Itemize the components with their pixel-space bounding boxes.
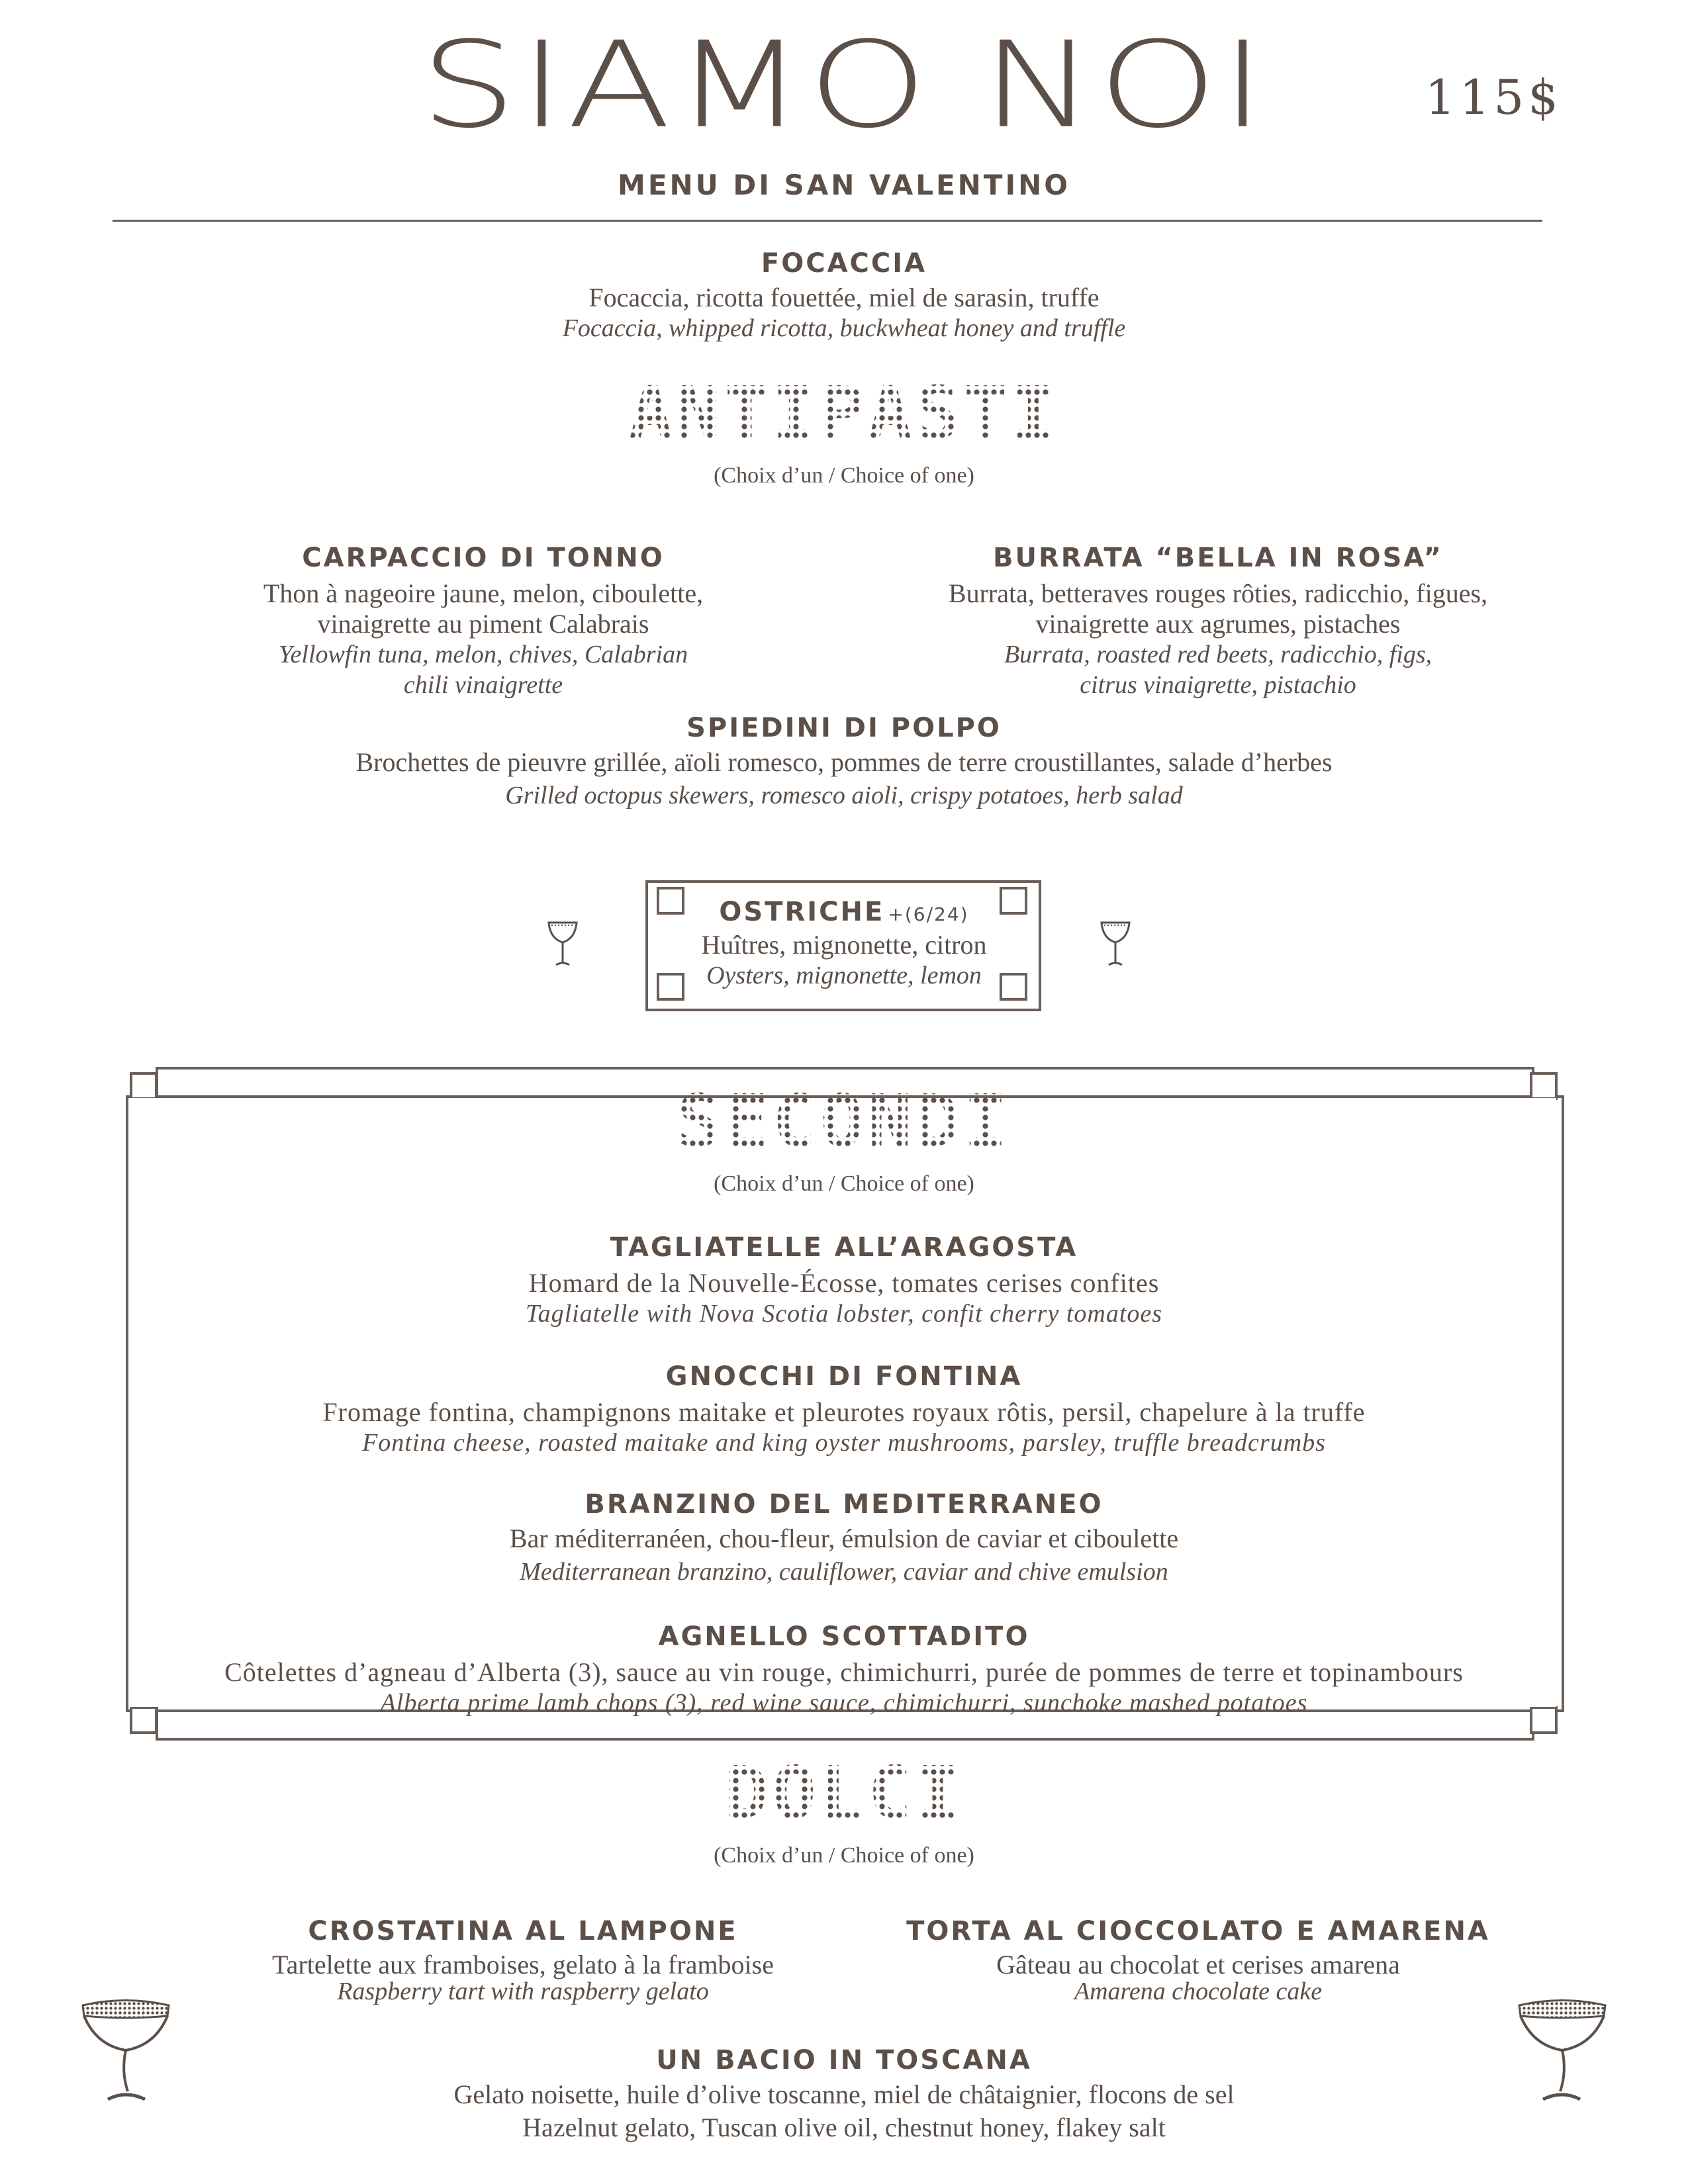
dish-bacio bbox=[0, 2045, 1688, 2143]
dish-description-en: Focaccia, whipped ricotta, buckwheat honey and truffle bbox=[562, 314, 1126, 342]
supplement-price: +(6/24) bbox=[888, 903, 969, 925]
dish-name: TORTA AL CIOCCOLATO E AMARENA bbox=[906, 1916, 1490, 1946]
dish-name: BRANZINO DEL MEDITERRANEO bbox=[585, 1489, 1103, 1520]
focaccia-block bbox=[0, 248, 1688, 343]
dish-description-fr: vinaigrette aux agrumes, pistaches bbox=[1035, 609, 1401, 639]
dish-crostatina bbox=[212, 1916, 834, 2005]
dish-description-en: Hazelnut gelato, Tuscan olive oil, chestnut honey, flakey salt bbox=[522, 2113, 1166, 2142]
dish-name: TAGLIATELLE ALL’ARAGOSTA bbox=[610, 1232, 1078, 1263]
dish-name: OSTRICHE bbox=[719, 897, 885, 927]
dish-name: CROSTATINA AL LAMPONE bbox=[308, 1916, 738, 1946]
dish-description-en: citrus vinaigrette, pistachio bbox=[1080, 671, 1356, 699]
choice-note: (Choix d’un / Choice of one) bbox=[714, 463, 974, 488]
dish-description-fr: Homard de la Nouvelle-Écosse, tomates cerises confites bbox=[528, 1268, 1160, 1298]
section-title-secondi: SECONDI bbox=[0, 1079, 1688, 1163]
dish-description-en: Yellowfin tuna, melon, chives, Calabrian bbox=[278, 641, 688, 668]
cocktail-glass-icon bbox=[1513, 1992, 1612, 2108]
dish-description-fr: Brochettes de pieuvre grillée, aïoli romesco, pommes de terre croustillantes, salade d’herbes bbox=[355, 747, 1333, 777]
menu-price: 115$ bbox=[1425, 69, 1562, 125]
dish-name: CARPACCIO DI TONNO bbox=[302, 543, 665, 573]
dish-description-en: Oysters, mignonette, lemon bbox=[706, 962, 982, 989]
dish-branzino bbox=[0, 1489, 1688, 1587]
dish-description-en: Fontina cheese, roasted maitake and king oyster mushrooms, parsley, truffle breadcrumbs bbox=[362, 1429, 1326, 1457]
dish-description-fr: Burrata, betteraves rouges rôties, radicchio, figues, bbox=[948, 578, 1488, 608]
dish-description-en: Tagliatelle with Nova Scotia lobster, confit cherry tomatoes bbox=[525, 1300, 1163, 1328]
dish-name: GNOCCHI DI FONTINA bbox=[665, 1361, 1023, 1392]
dish-name: SPIEDINI DI POLPO bbox=[686, 713, 1002, 743]
menu-subtitle: MENU DI SAN VALENTINO bbox=[618, 169, 1070, 201]
dish-torta bbox=[867, 1916, 1529, 2005]
dish-description-en: Raspberry tart with raspberry gelato bbox=[337, 1978, 709, 2005]
dish-description-fr: Gelato noisette, huile d’olive toscanne, miel de châtaignier, flocons de sel bbox=[453, 2079, 1235, 2109]
dish-description-fr: Fromage fontina, champignons maitake et pleurotes royaux rôtis, persil, chapelure à la truffe bbox=[322, 1397, 1366, 1427]
dish-description-en: Grilled octopus skewers, romesco aioli, crispy potatoes, herb salad bbox=[505, 782, 1183, 809]
dish-name: UN BACIO IN TOSCANA bbox=[656, 2045, 1032, 2075]
header-divider bbox=[113, 220, 1542, 222]
dish-description-en: Amarena chocolate cake bbox=[1074, 1978, 1323, 2005]
dish-spiedini bbox=[0, 713, 1688, 811]
dish-description-en: Mediterranean branzino, cauliflower, caviar and chive emulsion bbox=[520, 1558, 1168, 1586]
dish-description-en: Burrata, roasted red beets, radicchio, figs, bbox=[1004, 641, 1432, 668]
dish-description-fr: Côtelettes d’agneau d’Alberta (3), sauce au vin rouge, chimichurri, purée de pommes de terre et topinambours bbox=[224, 1657, 1464, 1687]
choice-note: (Choix d’un / Choice of one) bbox=[714, 1171, 974, 1196]
dish-agnello bbox=[0, 1621, 1688, 1718]
dish-name: BURRATA “BELLA IN ROSA” bbox=[993, 543, 1443, 573]
dish-description-fr: Tartelette aux framboises, gelato à la framboise bbox=[272, 1950, 774, 1979]
dish-ostriche bbox=[0, 897, 1688, 991]
cocktail-glass-icon bbox=[76, 1992, 175, 2108]
section-title-dolci: DOLCI bbox=[0, 1751, 1688, 1835]
restaurant-logo: SIAMO NOI bbox=[420, 17, 1268, 155]
choice-note: (Choix d’un / Choice of one) bbox=[714, 1843, 974, 1868]
dish-description-fr: vinaigrette au piment Calabrais bbox=[317, 609, 649, 639]
dish-description-en: Alberta prime lamb chops (3), red wine sauce, chimichurri, sunchoke mashed potatoes bbox=[380, 1689, 1308, 1717]
dish-description-fr: Thon à nageoire jaune, melon, ciboulette, bbox=[263, 578, 704, 608]
dish-tagliatelle bbox=[0, 1232, 1688, 1329]
dish-burrata bbox=[887, 543, 1549, 700]
dish-description-fr: Huîtres, mignonette, citron bbox=[701, 930, 987, 960]
dish-carpaccio bbox=[199, 543, 768, 700]
dish-description-fr: Focaccia, ricotta fouettée, miel de sarasin, truffe bbox=[588, 283, 1100, 312]
dish-description-fr: Gâteau au chocolat et cerises amarena bbox=[996, 1950, 1400, 1979]
dish-description-en: chili vinaigrette bbox=[403, 671, 563, 699]
dish-name: AGNELLO SCOTTADITO bbox=[658, 1621, 1030, 1652]
dish-name: FOCACCIA bbox=[761, 248, 927, 279]
section-title-antipasti: ANTIPASTI bbox=[0, 371, 1688, 455]
dish-gnocchi bbox=[0, 1361, 1688, 1458]
dish-description-fr: Bar méditerranéen, chou-fleur, émulsion de caviar et ciboulette bbox=[509, 1524, 1179, 1553]
